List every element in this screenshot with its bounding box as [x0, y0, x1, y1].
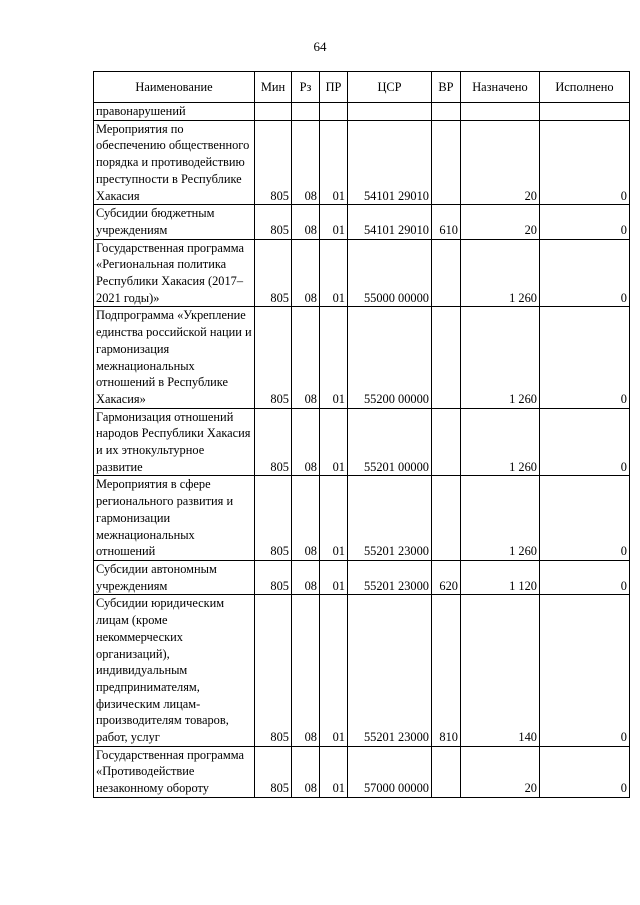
- vr-cell: [432, 476, 461, 561]
- rz-cell: 08: [292, 120, 320, 205]
- executed-cell: 0: [540, 408, 630, 476]
- rz-cell: 08: [292, 746, 320, 797]
- pr-cell: 01: [320, 239, 348, 307]
- rz-cell: 08: [292, 239, 320, 307]
- item-name-cell: Мероприятия по обеспечению общественного порядка и противодействию преступности в Республике Хакасия: [94, 120, 255, 205]
- csr-cell: 55201 23000: [348, 560, 432, 594]
- column-header: Исполнено: [540, 72, 630, 103]
- item-name-cell: Государственная программа «Региональная политика Республики Хакасия (2017–2021 годы)»: [94, 239, 255, 307]
- item-name-cell: Государственная программа «Противодействие незаконному обороту: [94, 746, 255, 797]
- item-name-cell: Субсидии бюджетным учреждениям: [94, 205, 255, 239]
- vr-cell: [432, 103, 461, 121]
- executed-cell: 0: [540, 307, 630, 408]
- vr-cell: [432, 307, 461, 408]
- pr-cell: 01: [320, 595, 348, 746]
- min-cell: 805: [255, 476, 292, 561]
- min-cell: 805: [255, 120, 292, 205]
- table-row: [94, 103, 630, 121]
- rz-cell: 08: [292, 476, 320, 561]
- column-header: Рз: [292, 72, 320, 103]
- table-row: [94, 560, 630, 594]
- csr-cell: [348, 103, 432, 121]
- vr-cell: 620: [432, 560, 461, 594]
- column-header: Мин: [255, 72, 292, 103]
- pr-cell: [320, 103, 348, 121]
- table-row: [94, 746, 630, 797]
- item-name-cell: Субсидии юридическим лицам (кроме некоммерческих организаций), индивидуальным предпринимателям, физическим лицам-производителям товаров, работ, услуг: [94, 595, 255, 746]
- column-header: Наименование: [94, 72, 255, 103]
- assigned-cell: 1 260: [461, 307, 540, 408]
- csr-cell: 55201 23000: [348, 595, 432, 746]
- table-header-row: [94, 72, 630, 103]
- csr-cell: 55201 23000: [348, 476, 432, 561]
- executed-cell: [540, 103, 630, 121]
- item-name-cell: Мероприятия в сфере регионального развития и гармонизации межнациональных отношений: [94, 476, 255, 561]
- executed-cell: 0: [540, 560, 630, 594]
- csr-cell: 57000 00000: [348, 746, 432, 797]
- assigned-cell: 20: [461, 205, 540, 239]
- rz-cell: 08: [292, 595, 320, 746]
- csr-cell: 55000 00000: [348, 239, 432, 307]
- assigned-cell: 20: [461, 746, 540, 797]
- min-cell: 805: [255, 205, 292, 239]
- min-cell: 805: [255, 408, 292, 476]
- vr-cell: [432, 120, 461, 205]
- item-name-cell: Субсидии автономным учреждениям: [94, 560, 255, 594]
- page-number: 64: [313, 39, 327, 54]
- executed-cell: 0: [540, 595, 630, 746]
- executed-cell: 0: [540, 205, 630, 239]
- table-row: [94, 476, 630, 561]
- item-name-cell: Подпрограмма «Укрепление единства российской нации и гармонизация межнациональных отношений в Республике Хакасия»: [94, 307, 255, 408]
- executed-cell: 0: [540, 120, 630, 205]
- min-cell: [255, 103, 292, 121]
- min-cell: 805: [255, 746, 292, 797]
- assigned-cell: 140: [461, 595, 540, 746]
- assigned-cell: [461, 103, 540, 121]
- pr-cell: 01: [320, 120, 348, 205]
- assigned-cell: 1 260: [461, 476, 540, 561]
- assigned-cell: 1 260: [461, 408, 540, 476]
- csr-cell: 54101 29010: [348, 120, 432, 205]
- executed-cell: 0: [540, 746, 630, 797]
- pr-cell: 01: [320, 205, 348, 239]
- rz-cell: [292, 103, 320, 121]
- vr-cell: [432, 239, 461, 307]
- rz-cell: 08: [292, 560, 320, 594]
- table-row: [94, 408, 630, 476]
- min-cell: 805: [255, 595, 292, 746]
- pr-cell: 01: [320, 560, 348, 594]
- column-header: Назначено: [461, 72, 540, 103]
- budget-table: [93, 71, 630, 798]
- csr-cell: 55200 00000: [348, 307, 432, 408]
- vr-cell: 610: [432, 205, 461, 239]
- rz-cell: 08: [292, 307, 320, 408]
- table-row: [94, 239, 630, 307]
- vr-cell: 810: [432, 595, 461, 746]
- table-row: [94, 120, 630, 205]
- executed-cell: 0: [540, 239, 630, 307]
- item-name-cell: Гармонизация отношений народов Республики Хакасия и их этнокультурное развитие: [94, 408, 255, 476]
- item-name-cell: правонарушений: [94, 103, 255, 121]
- pr-cell: 01: [320, 307, 348, 408]
- table-row: [94, 307, 630, 408]
- column-header: ПР: [320, 72, 348, 103]
- vr-cell: [432, 408, 461, 476]
- rz-cell: 08: [292, 408, 320, 476]
- csr-cell: 55201 00000: [348, 408, 432, 476]
- assigned-cell: 1 260: [461, 239, 540, 307]
- table-row: [94, 595, 630, 746]
- rz-cell: 08: [292, 205, 320, 239]
- pr-cell: 01: [320, 408, 348, 476]
- assigned-cell: 20: [461, 120, 540, 205]
- pr-cell: 01: [320, 476, 348, 561]
- table-row: [94, 205, 630, 239]
- vr-cell: [432, 746, 461, 797]
- min-cell: 805: [255, 239, 292, 307]
- pr-cell: 01: [320, 746, 348, 797]
- column-header: ВР: [432, 72, 461, 103]
- min-cell: 805: [255, 307, 292, 408]
- csr-cell: 54101 29010: [348, 205, 432, 239]
- assigned-cell: 1 120: [461, 560, 540, 594]
- executed-cell: 0: [540, 476, 630, 561]
- column-header: ЦСР: [348, 72, 432, 103]
- min-cell: 805: [255, 560, 292, 594]
